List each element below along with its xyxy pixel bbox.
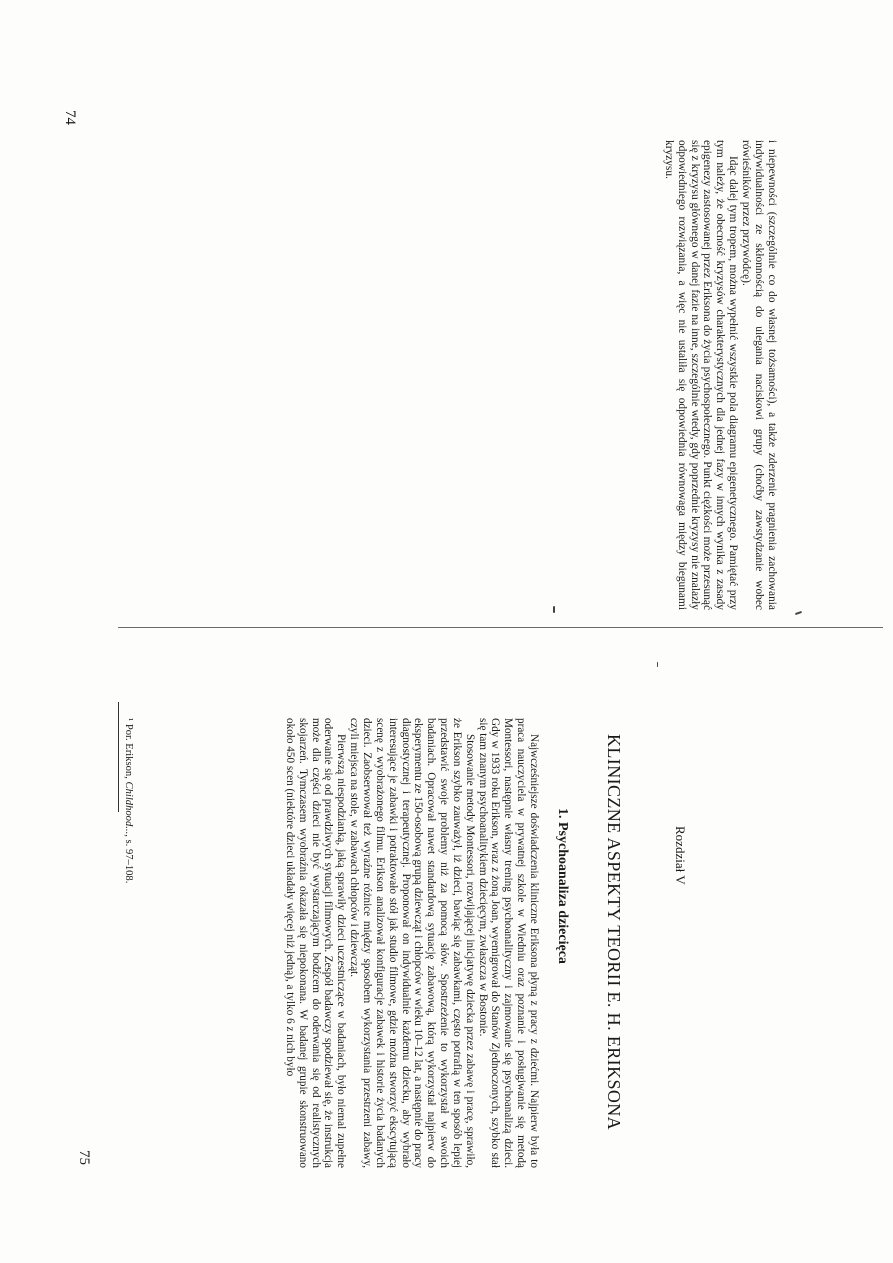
footnote-marker: ¹ [123,718,134,722]
scan-speck [795,611,802,615]
page-75-paragraph: Stosowanie metody Montessori, rozwijającej inicjatywę dziecka przez zabawę i pracę, sprawiło, że Erikson szybko zauważył, iż dzieci, bawiąc się zabawkami, często potrafią w ten sposób lepiej przedstawić swoje problemy niż za pomocą słów. Spostrzeżenie to wykorzystał w swoich badaniach. Opracował nawet standardową sytuację zabawową, którą wykorzystał najpierw do eksperymentu ze 150-osobową grupą dziewcząt i chłopców w wieku 10–12 lat, a następnie do pracy diagnostycznej i terapeutycznej. Proponował on indywidualnie każdemu dziecku, aby wybrało interesujące je zabawki i potraktowało stół jak studio filmowe, gdzie można stworzyć ekscytującą scenę z wyobrażonego filmu. Erikson analizował konfiguracje zabawek i historie życia badanych dzieci. Zaobserwował też wyraźne różnice między sposobem wykorzystania przestrzeni zabawy, czyli miejsca na stole, w zabawach chłopców i dziewcząt. [348,718,476,1168]
chapter-title: KLINICZNE ASPEKTY TEORII E. H. ERIKSONA [604,734,624,1131]
page-74-paragraph: Idąc dalej tym tropem, można wypełnić wszystkie pola diagramu epigenetycznego. Pamiętać przy tym należy, że obecność kryzysów charakterystycznych dla jednej fazy w innych wynika z zasady epigenezy zastosowanej przez Eriksona do życia psychospołecznego. Punkt ciężkości może przesunąć się z kryzysu głównego w danej fazie na inne, szczególnie wtedy, gdy poprzednie kryzysy nie znalazły odpowiedniego rozwiązania, a więc nie ustaliła się odpowiednia równowaga między biegunami kryzysu. [662,140,740,610]
footnote-title: Childhood... [123,781,134,835]
page-75-paragraph: Najwcześniejsze doświadczenia kliniczne Eriksona płyną z pracy z dziećmi. Najpierw była to praca nauczyciela w prywatnej szkole w Wiedniu oraz poznanie i posługiwanie się metodą Montessori, następnie własny trening psychoanalityczny i zajmowanie się psychoanalizą dzieci. Gdy w 1933 roku Erikson, wraz z żoną Joan, wyemigrował do Stanów Zjednoczonych, szybko stał się tam znanym psychoanalitykiem dziecięcym, zwłaszcza w Bostonie. [476,718,540,1168]
page-number-75: 75 [76,1150,92,1165]
footnote-text: Por. Erikson, [123,723,134,779]
footnote-pages: , s. 97–108. [123,834,134,884]
footnote-separator [118,702,119,812]
section-title: 1. Psychoanaliza dziecięca [555,808,570,964]
chapter-label: Rozdział V [673,826,688,885]
page-75-paragraph: Pierwszą niespodzianką, jaką sprawiły dzieci uczestniczące w badaniach, było niemal zupełne oderwanie się od prawdziwych sytuacji filmowych. Zespół badawczy spodziewał się, że instrukcja może dla części dzieci nie być wystarczającym bodźcem do oderwania się od realistycznych skojarzeń. Tymczasem wyobraźnia okazała się niepokonana. W badanej grupie skonstruowano około 450 scen (niektóre dzieci układały więcej niż jedną), a tylko 6 z nich było [283,718,348,1168]
page-number-74: 74 [62,110,78,125]
page-74-paragraph: i niepewności (szczególnie co do własnej tożsamości), a także zderzenie pragnienia zachowania indywidualności ze skłonnością do ulegania naciskowi grupy (choćby zawstydzanie wobec rówieśników przez przywódcę). [740,140,778,610]
page-74-body [662,140,778,610]
scan-speck [553,606,555,613]
scan-speck [657,662,658,667]
footnote [123,718,134,1118]
page-75-body [283,718,540,1168]
page-fold-line [118,627,883,628]
